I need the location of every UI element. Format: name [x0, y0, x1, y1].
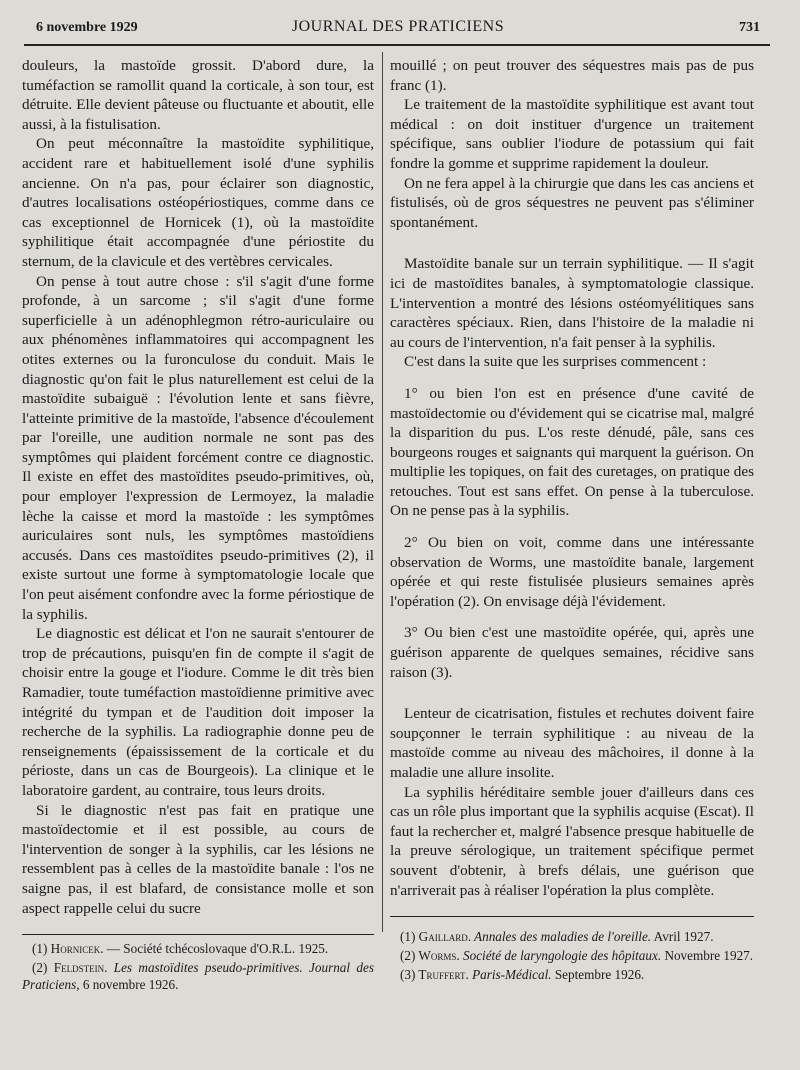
- footnote-author: (2) Feldstein.: [32, 960, 108, 975]
- footnote-title: Les mastoïdites pseudo-primitives. Journal des Praticiens,: [22, 960, 375, 992]
- footnote-details: 6 novembre 1926.: [79, 977, 179, 992]
- paragraph: On pense à tout autre chose : s'il s'agit d'une forme profonde, à un sarcome ; s'il s'agit d'une forme superficielle à un adénophlegmon rétro-auriculaire ou aux phénomènes inflammatoires qui accompagnent les otites externes ou la furonculose du conduit. Mais le diagnostic qu'on fait le plus naturellement est celui de la mastoïdite subaiguë : l'évolution lente et sans fièvre, l'atteinte primitive de la mastoïde, l'absence d'écoulement par l'oreille, une audition normale ne sont pas des symptômes qui plaident forcément contre ce diagnostic. Il existe en effet des mastoïdites pseudo-primitives, où, pour employer l'expression de Lermoyez, la maladie lèche la caisse et mord la mastoïde : les symptômes auriculaires sont nuls, les symptômes mastoïdiens accusés. Dans ces mastoïdites pseudo-primitives (2), il existe surtout une forme à symptomatologie locale que l'on peut aisément confondre avec la forme périostique de la syphilis.: [22, 272, 374, 623]
- left-column: [22, 56, 374, 918]
- footnotes-right: [390, 928, 754, 985]
- paragraph: Le traitement de la mastoïdite syphilitique est avant tout médical : on doit instituer d'urgence un traitement spécifique, sans oublier l'iodure de potassium qui fait fondre la gomme et supprime rapidement la douleur.: [390, 96, 754, 172]
- paragraph: La syphilis héréditaire semble jouer d'ailleurs dans ces cas un rôle plus important que la syphilis acquise (Escat). Il faut la rechercher et, malgré l'absence presque habituelle de la preuve sérologique, un traitement spécifique permet souvent d'obtenir, à brefs délais, une guérison que n'arriverait pas à réaliser l'opération la plus complète.: [390, 783, 754, 899]
- footnote-details: Avril 1927.: [651, 929, 714, 944]
- footnote: [390, 928, 754, 945]
- paragraph: Lenteur de cicatrisation, fistules et rechutes doivent faire soupçonner le terrain syphilitique : au niveau de la mastoïde comme au niveau des mâchoires, il donne à la maladie une allure insolite.: [390, 705, 754, 781]
- paragraph: 1° ou bien l'on est en présence d'une cavité de mastoïdectomie ou d'évidement qui se cicatrise mal, malgré la disparition du pus. L'os reste dénudé, pâle, sans ces bourgeons rouges et saignants qui marquent la guérison. On multiplie les topiques, on fait des curetages, on pratique des retouches. Tout est sans effet. On pense à la tuberculose. On ne pense pas à la syphilis.: [390, 384, 754, 520]
- footnote-author: (1) Hornicek.: [32, 941, 104, 956]
- paragraph: Si le diagnostic n'est pas fait en pratique une mastoïdectomie et il est possible, au cours de l'intervention de songer à la syphilis, car les lésions ne ressemblent pas à celles de la mastoïdite banale : l'os ne saigne pas, il est blafard, de consistance molle et son aspect rappelle celui du sucre: [22, 801, 374, 917]
- paragraph: 2° Ou bien on voit, comme dans une intéressante observation de Worms, une mastoïdite banale, largement opérée et qui reste fistulisée plusieurs semaines après l'opération (2). On envisage déjà l'évidement.: [390, 534, 754, 610]
- paragraph: C'est dans la suite que les surprises commencent :: [404, 353, 707, 371]
- footnote-title: Paris-Médical.: [468, 967, 552, 982]
- footnote-details: — Société tchécoslovaque d'O.R.L. 1925.: [103, 941, 329, 956]
- footnote: [390, 966, 754, 983]
- page-number: 731: [739, 20, 760, 35]
- footnote: [390, 947, 754, 964]
- footnotes-left: [22, 940, 374, 995]
- footnote: [22, 959, 374, 993]
- paragraph: 3° Ou bien c'est une mastoïdite opérée, qui, après une guérison apparente de quelques semaines, récidive sans raison (3).: [390, 624, 754, 681]
- paragraph: On ne fera appel à la chirurgie que dans les cas anciens et fistulisés, où de gros séquestres ne peuvent pas s'éliminer spontanément.: [390, 174, 754, 231]
- footnote: [22, 940, 374, 957]
- paragraph: Mastoïdite banale sur un terrain syphilitique. — Il s'agit ici de mastoïdites banales, à symptomatologie classique. L'intervention a montré des lésions ostéomyélitiques sans caractères spéciaux. Rien, dans l'histoire de la maladie ni au cours de l'intervention, n'a fait penser à la syphilis.: [390, 255, 754, 351]
- footnote-rule-left: [22, 934, 374, 935]
- footnote-details: Novembre 1927.: [661, 948, 754, 963]
- footnote-author: (2) Worms.: [400, 948, 460, 963]
- journal-title: JOURNAL DES PRATICIENS: [291, 18, 505, 35]
- footnote-title: Annales des maladies de l'oreille.: [471, 929, 652, 944]
- issue-date: 6 novembre 1929: [36, 20, 138, 35]
- header-rule: [24, 44, 770, 46]
- footnote-details: Septembre 1926.: [551, 967, 645, 982]
- paragraph: Le diagnostic est délicat et l'on ne saurait s'entourer de trop de précautions, puisqu'en fin de compte il s'agit de choisir entre la gouge et l'iodure. Comme le dit très bien Ramadier, toute tuméfaction mastoïdienne primitive avec intégrité du tympan et de l'audition doit imposer la recherche de la syphilis. La radiographie donne peu de renseignements (épaississement de la corticale et du périoste, dans un cas de Bourgeois). La clinique et le laboratoire gardent, au contraire, tous leurs droits.: [22, 625, 374, 799]
- footnote-rule-right: [390, 916, 754, 917]
- column-divider: [382, 52, 383, 932]
- paragraph: On peut méconnaître la mastoïdite syphilitique, accident rare et habituellement isolé d'une syphilis ancienne. On n'a pas, pour éclairer son diagnostic, d'autres localisations ostéopériostiques, comme dans ce cas exceptionnel de Hornicek (1), où la mastoïdite syphilitique était accompagnée d'une périostite du sternum, de la clavicule et des vertèbres cervicales.: [22, 135, 374, 270]
- footnote-title: Société de laryngologie des hôpitaux.: [459, 948, 662, 963]
- paragraph: douleurs, la mastoïde grossit. D'abord dure, la tuméfaction se ramollit quand la corticale, à son tour, est détruite. Elle devient pâteuse ou fluctuante et aboutit, elle aussi, à la fistulisation.: [22, 57, 374, 133]
- right-column: [390, 56, 754, 900]
- footnote-author: (1) Gaillard.: [400, 929, 471, 944]
- running-head: [36, 16, 760, 40]
- footnote-author: (3) Truffert.: [400, 967, 469, 982]
- paragraph: mouillé ; on peut trouver des séquestres mais pas de pus franc (1).: [390, 57, 754, 94]
